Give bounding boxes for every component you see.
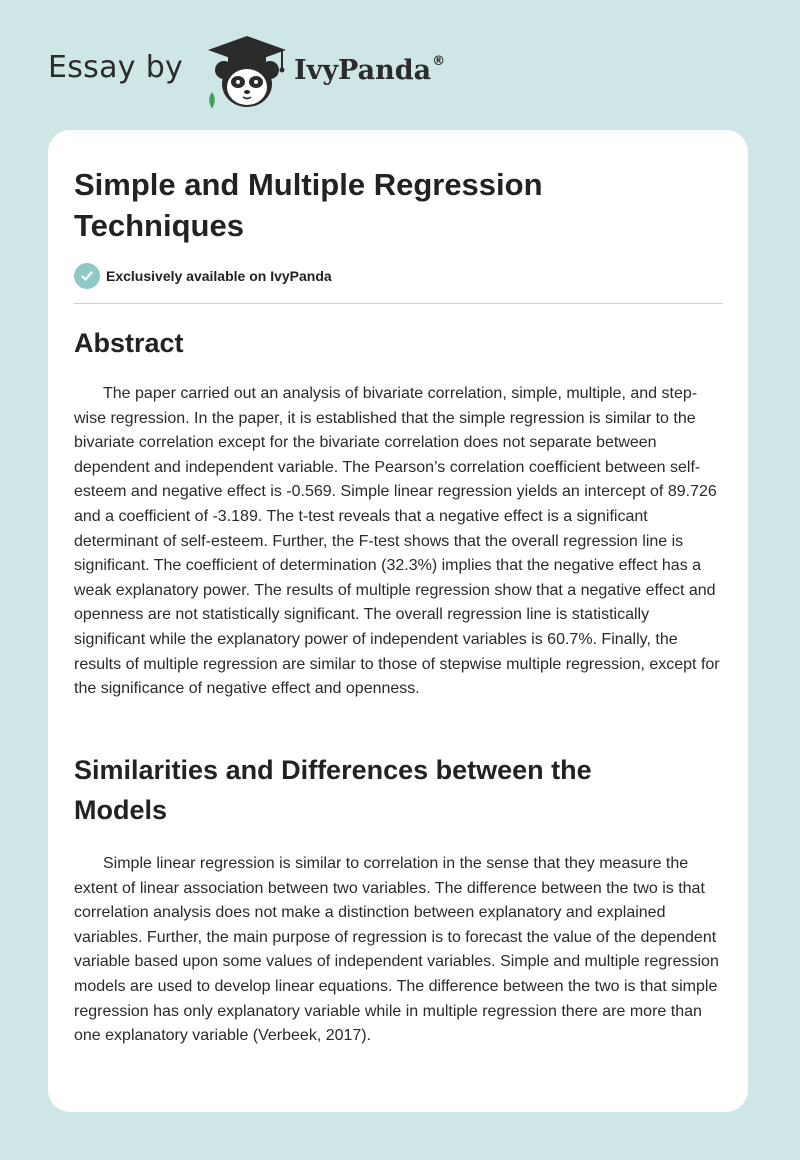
page-title: Simple and Multiple Regression Techniques bbox=[74, 167, 543, 243]
section-body-abstract: The paper carried out an analysis of bivariate correlation, simple, multiple, and step-wise regression. In the paper, it is established that the simple regression is similar to the bivariate correlation except for the bivariate correlation does not separate between dependent and independent variable. The Pearson’s correlation coefficient between self-esteem and negative effect is -0.569. Simple linear regression yields an intercept of 89.726 and a coefficient of -3.189. The t-test reveals that a negative effect is a significant determinant of self-esteem. Further, the F-test shows that the overall regression line is significant. The coefficient of determination (32.3%) implies that the negative effect has a weak explanatory power. The results of multiple regression show that a negative effect and openness are not statistically significant. The overall regression line is statistically significant while the explanatory power of independent variables is 60.7%. Finally, the results of multiple regression are similar to those of stepwise multiple regression, except for the significance of negative effect and openness. bbox=[74, 385, 720, 698]
section-body-similarities: Simple linear regression is similar to correlation in the sense that they measure the extent of linear association between two variables. The difference between the two is that correlation analysis does not make a distinction between explanatory and explained variables. Further, the main purpose of regression is to forecast the value of the dependent variable based upon some values of independent variables. Simple and multiple regression models are used to develop linear equations. The difference between the two is that simple regression has only explanatory variable while in multiple regression there are more than one explanatory variable (Verbeek, 2017). bbox=[74, 855, 719, 1045]
check-icon bbox=[74, 263, 100, 289]
essay-card bbox=[48, 130, 748, 1112]
title-divider bbox=[74, 303, 723, 304]
section-heading-similarities: Similarities and Differences between the Models bbox=[74, 755, 592, 825]
exclusive-badge-label: Exclusively available on IvyPanda bbox=[106, 268, 332, 284]
panda-graduate-icon[interactable] bbox=[202, 34, 292, 110]
essay-by-label: Essay by bbox=[48, 50, 184, 85]
registered-mark: ® bbox=[432, 54, 446, 69]
exclusive-badge bbox=[74, 263, 332, 289]
site-header bbox=[48, 34, 528, 110]
section-heading-abstract: Abstract bbox=[74, 328, 184, 358]
brand-name[interactable]: IvyPanda® bbox=[294, 54, 446, 86]
